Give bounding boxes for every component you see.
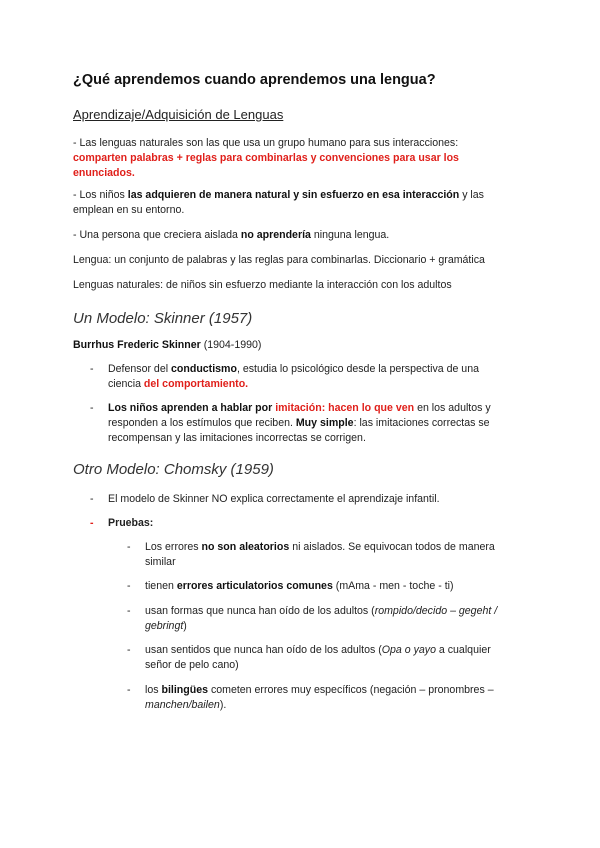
section-heading-skinner: Un Modelo: Skinner (1957) [73,310,253,327]
sub-bullet-sentidos [145,643,520,673]
highlight-red: comparten palabras + reglas para combinarlas y convenciones para usar los enunciados. [73,152,459,179]
bold-text: Muy simple [295,417,354,429]
bullet-dash: - [90,493,94,505]
text: y las emplean en su entorno. [73,189,484,216]
text: usan formas que nunca han oído de los adultos ( [145,605,375,617]
text: - Una persona que creciera aislada [73,229,241,241]
italic-text: Opa o yayo [381,644,436,656]
page-title: ¿Qué aprendemos cuando aprendemos una lengua? [73,72,436,88]
sub-bullet-dash: - [127,580,131,592]
text: los [145,684,162,696]
bullet-pruebas: Pruebas: [108,517,154,529]
bold-text: las adquieren de manera natural y sin esfuerzo en esa interacción [127,189,460,201]
text: , estudia lo psicológico desde la perspectiva de una ciencia [108,363,479,390]
text: cometen errores muy específicos (negación – pronombres – [208,684,494,696]
paragraph-ninos-adquieren [73,188,513,218]
bold-text: Los niños aprenden a hablar por [108,402,276,414]
text: ni aislados. Se equivocan todos de manera similar [145,541,495,568]
bullet-modelo-skinner: El modelo de Skinner NO explica correctamente el aprendizaje infantil. [108,493,440,505]
bold-text: conductismo [171,363,237,375]
skinner-name-line [73,338,513,353]
text: a cualquier señor de pelo cano) [145,644,491,671]
italic-text: rompido/decido – gegeht / gebringt [145,605,498,632]
paragraph-lenguas-naturales [73,136,513,181]
bullet-dash: - [90,402,94,414]
bold-text: Burrhus Frederic Skinner [73,339,201,351]
sub-bullet-dash: - [127,605,131,617]
sub-bullet-dash: - [127,684,131,696]
highlight-red: del comportamiento. [143,378,249,390]
bullet-imitacion [108,401,513,446]
bullet-dash: - [90,363,94,375]
text: Defensor del [108,363,172,375]
bold-text: errores articulatorios comunes [176,580,333,592]
text: en los adultos y responden a los estímulos que reciben. [108,402,491,429]
sub-bullet-errores [145,540,520,570]
sub-bullet-dash: - [127,644,131,656]
bullet-dash: - [90,517,94,529]
text: Los errores [145,541,202,553]
text: - Las lenguas naturales son las que usa un grupo humano para sus interacciones: [73,137,459,149]
bold-text: bilingües [161,684,208,696]
text: ). [219,699,227,711]
sub-bullet-bilingues [145,683,520,713]
section-heading-chomsky: Otro Modelo: Chomsky (1959) [73,461,274,478]
sub-bullet-formas [145,604,520,634]
paragraph-persona-aislada [73,228,513,243]
bold-text: no son aleatorios [201,541,290,553]
paragraph-lengua-definicion: Lengua: un conjunto de palabras y las reglas para combinarlas. Diccionario + gramática [73,254,485,266]
text: (1904-1990) [200,339,262,351]
text: : las imitaciones correctas se recompensan y las imitaciones incorrectas se corrigen. [108,417,490,444]
text: usan sentidos que nunca han oído de los adultos ( [145,644,382,656]
text: tienen [145,580,177,592]
bullet-conductismo [108,362,513,392]
section-heading-aprendizaje: Aprendizaje/Adquisición de Lenguas [73,107,284,122]
sub-bullet-dash: - [127,541,131,553]
sub-bullet-articulatorios [145,579,520,594]
highlight-red: imitación: hacen lo que ven [275,402,415,414]
text: ) [183,620,187,632]
paragraph-lenguas-naturales-def: Lenguas naturales: de niños sin esfuerzo mediante la interacción con los adultos [73,279,452,291]
text: (mAma - men - toche - ti) [332,580,454,592]
italic-text: manchen/bailen [145,699,220,711]
bold-text: no aprendería [240,229,311,241]
text: - Los niños [73,189,128,201]
text: ninguna lengua. [310,229,390,241]
